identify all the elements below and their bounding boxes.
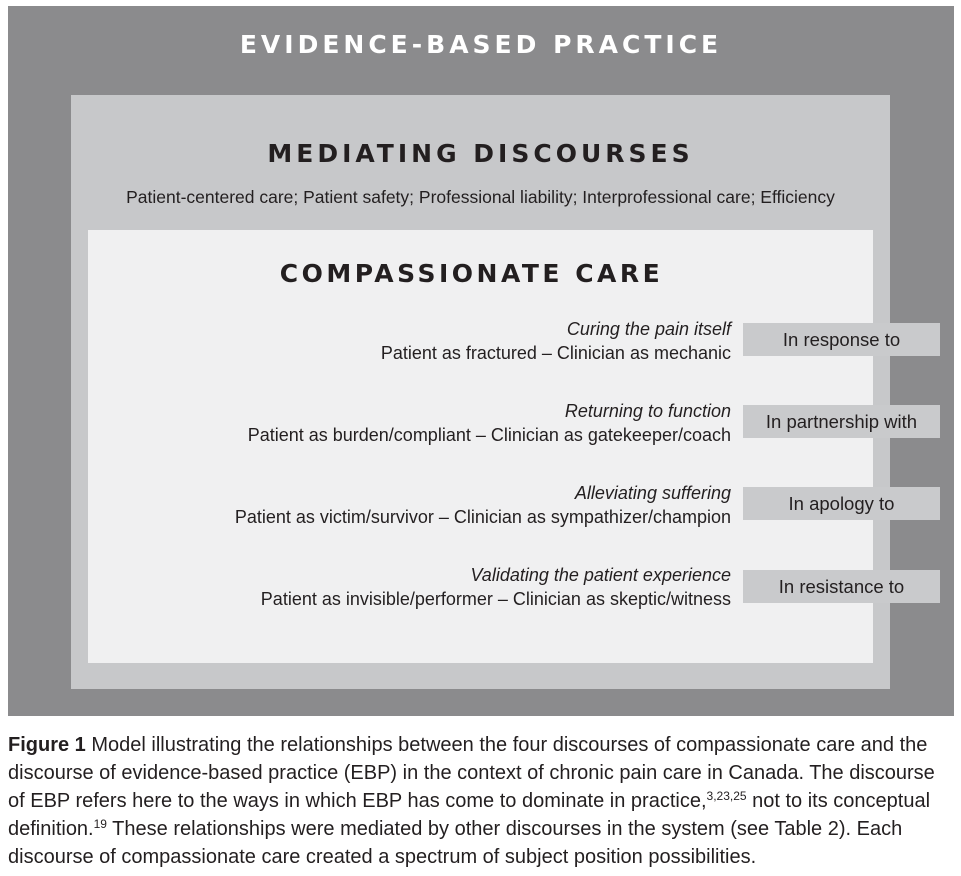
subject-positions: Patient as victim/survivor – Clinician as sympathizer/champion xyxy=(234,507,731,527)
caption-text-2: not to its conceptual definition. xyxy=(8,790,931,840)
caption-text-3: These relationships were mediated by other discourses in the system (see Table 2). Each discourse of compassionate care created a spectrum of subject position possibilities. xyxy=(8,818,903,868)
relationship-tag: In resistance to xyxy=(743,570,940,603)
discourse-row-2 xyxy=(248,399,731,447)
evidence-based-practice-box xyxy=(8,6,954,716)
subject-positions: Patient as burden/compliant – Clinician as gatekeeper/coach xyxy=(247,425,731,445)
citation-superscript: 19 xyxy=(93,817,107,831)
evidence-based-practice-title: EVIDENCE-BASED PRACTICE xyxy=(239,30,723,59)
relationship-tag: In response to xyxy=(743,323,940,356)
caption-text-1: Model illustrating the relationships between the four discourses of compassionate care and the discourse of evidence-based practice (EBP) in the context of chronic pain care in Canada. The discourse of EBP refers here to the ways in which EBP has come to dominate in practice, xyxy=(8,734,935,812)
compassionate-care-box xyxy=(88,230,918,663)
discourse-row-1 xyxy=(381,317,731,365)
relationship-tag: In partnership with xyxy=(743,405,940,438)
discourse-name: Validating the patient experience xyxy=(470,565,731,585)
figure-caption xyxy=(8,731,953,871)
discourse-name: Returning to function xyxy=(564,401,731,421)
citation-superscript: 3,23,25 xyxy=(706,789,747,803)
discourse-name: Curing the pain itself xyxy=(566,319,731,339)
compassionate-care-title: COMPASSIONATE CARE xyxy=(279,259,664,288)
discourse-row-3 xyxy=(235,481,731,529)
subject-positions: Patient as invisible/performer – Clinician as skeptic/witness xyxy=(260,589,731,609)
discourse-name: Alleviating suffering xyxy=(574,483,731,503)
mediating-discourses-box xyxy=(71,95,918,689)
figure-label: Figure 1 xyxy=(8,734,86,756)
subject-positions: Patient as fractured – Clinician as mechanic xyxy=(380,343,731,363)
discourse-row-4 xyxy=(261,563,731,611)
relationship-tag: In apology to xyxy=(743,487,940,520)
mediating-discourses-list: Patient-centered care; Patient safety; Professional liability; Interprofessional care; Efficiency xyxy=(126,187,835,207)
mediating-discourses-title: MEDIATING DISCOURSES xyxy=(267,139,694,168)
